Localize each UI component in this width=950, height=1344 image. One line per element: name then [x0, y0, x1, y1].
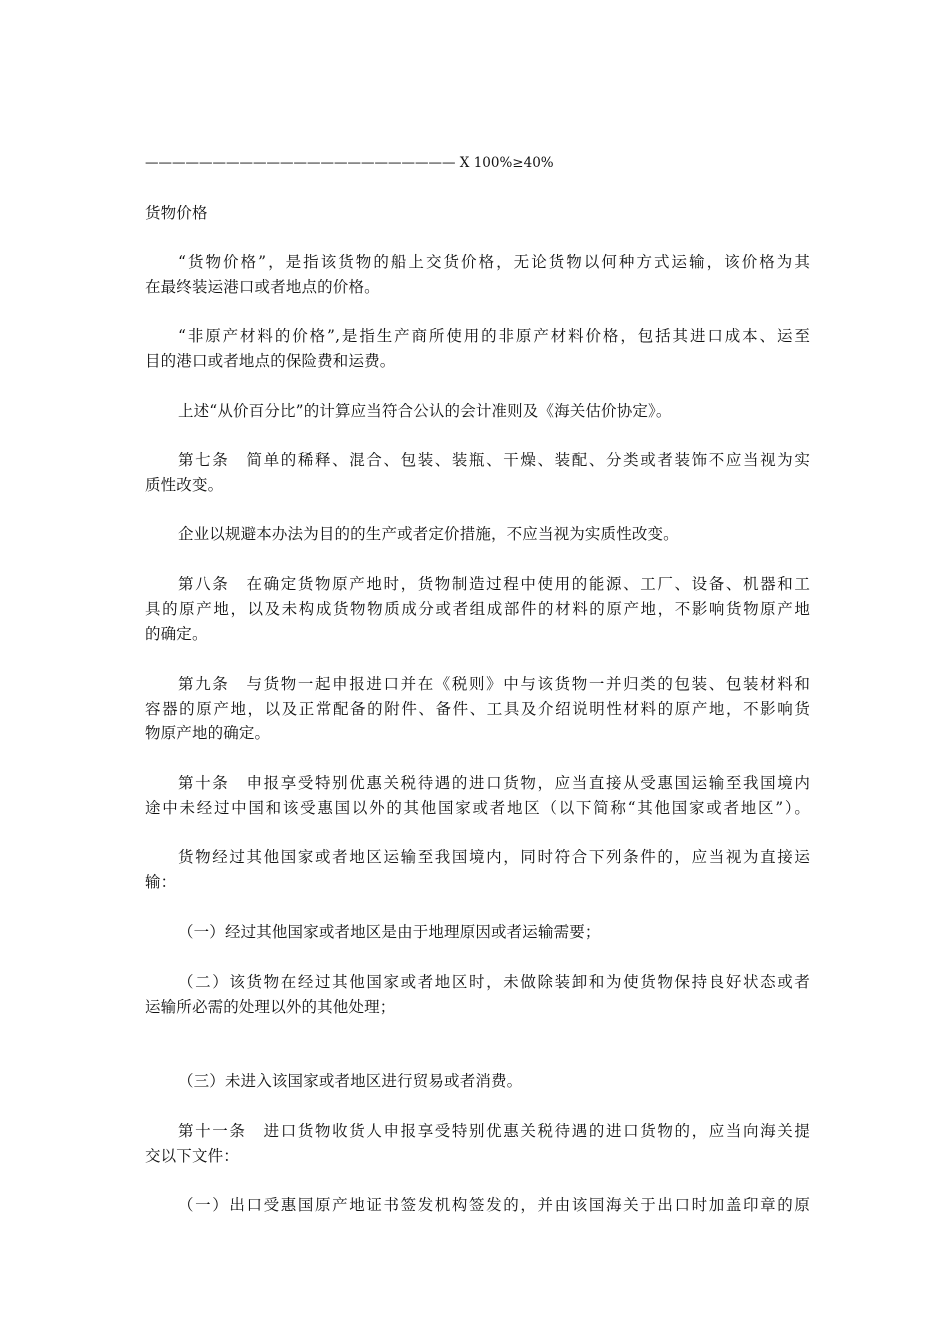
text-line: 货物价格: [145, 204, 208, 222]
text-line: “货物价格”，是指该货物的船上交货价格，无论货物以何种方式运输，该价格为其: [178, 253, 810, 271]
text-line: 具的原产地，以及未构成货物物质成分或者组成部件的材料的原产地，不影响货物原产地: [145, 600, 810, 618]
text-line: 输：: [145, 873, 177, 891]
text-line: （三）未进入该国家或者地区进行贸易或者消费。: [178, 1072, 523, 1090]
text-line: （一）经过其他国家或者地区是由于地理原因或者运输需要；: [178, 923, 601, 941]
text-line: 上述“从价百分比”的计算应当符合公认的会计准则及《海关估价协定》。: [178, 402, 672, 420]
text-line: 企业以规避本办法为目的的生产或者定价措施，不应当视为实质性改变。: [178, 525, 679, 543]
text-line: 交以下文件：: [145, 1147, 239, 1165]
text-line: （一）出口受惠国原产地证书签发机构签发的，并由该国海关于出口时加盖印章的原: [178, 1196, 810, 1214]
text-line: 第八条 在确定货物原产地时，货物制造过程中使用的能源、工厂、设备、机器和工: [178, 575, 810, 593]
text-line: 货物经过其他国家或者地区运输至我国境内，同时符合下列条件的，应当视为直接运: [178, 848, 810, 866]
text-line: “非原产材料的价格”,是指生产商所使用的非原产材料价格，包括其进口成本、运至: [178, 327, 810, 345]
text-line: 第九条 与货物一起申报进口并在《税则》中与该货物一并归类的包装、包装材料和: [178, 675, 810, 693]
text-line: 物原产地的确定。: [145, 724, 271, 742]
formula-line: ——————————————————————— X 100%≥40%: [145, 155, 554, 171]
text-line: 目的港口或者地点的保险费和运费。: [145, 352, 396, 370]
text-line: 质性改变。: [145, 476, 224, 494]
text-line: 在最终装运港口或者地点的价格。: [145, 278, 380, 296]
text-line: （二）该货物在经过其他国家或者地区时，未做除装卸和为使货物保持良好状态或者: [178, 973, 810, 991]
text-line: 容器的原产地，以及正常配备的附件、备件、工具及介绍说明性材料的原产地，不影响货: [145, 700, 810, 718]
text-line: 第十条 申报享受特别优惠关税待遇的进口货物，应当直接从受惠国运输至我国境内: [178, 774, 810, 792]
text-line: 途中未经过中国和该受惠国以外的其他国家或者地区（以下简称“其他国家或者地区”）。: [145, 799, 810, 817]
text-line: 运输所必需的处理以外的其他处理；: [145, 998, 396, 1016]
text-line: 第七条 简单的稀释、混合、包装、装瓶、干燥、装配、分类或者装饰不应当视为实: [178, 451, 810, 469]
text-line: 第十一条 进口货物收货人申报享受特别优惠关税待遇的进口货物的，应当向海关提: [178, 1122, 810, 1140]
text-line: 的确定。: [145, 625, 208, 643]
